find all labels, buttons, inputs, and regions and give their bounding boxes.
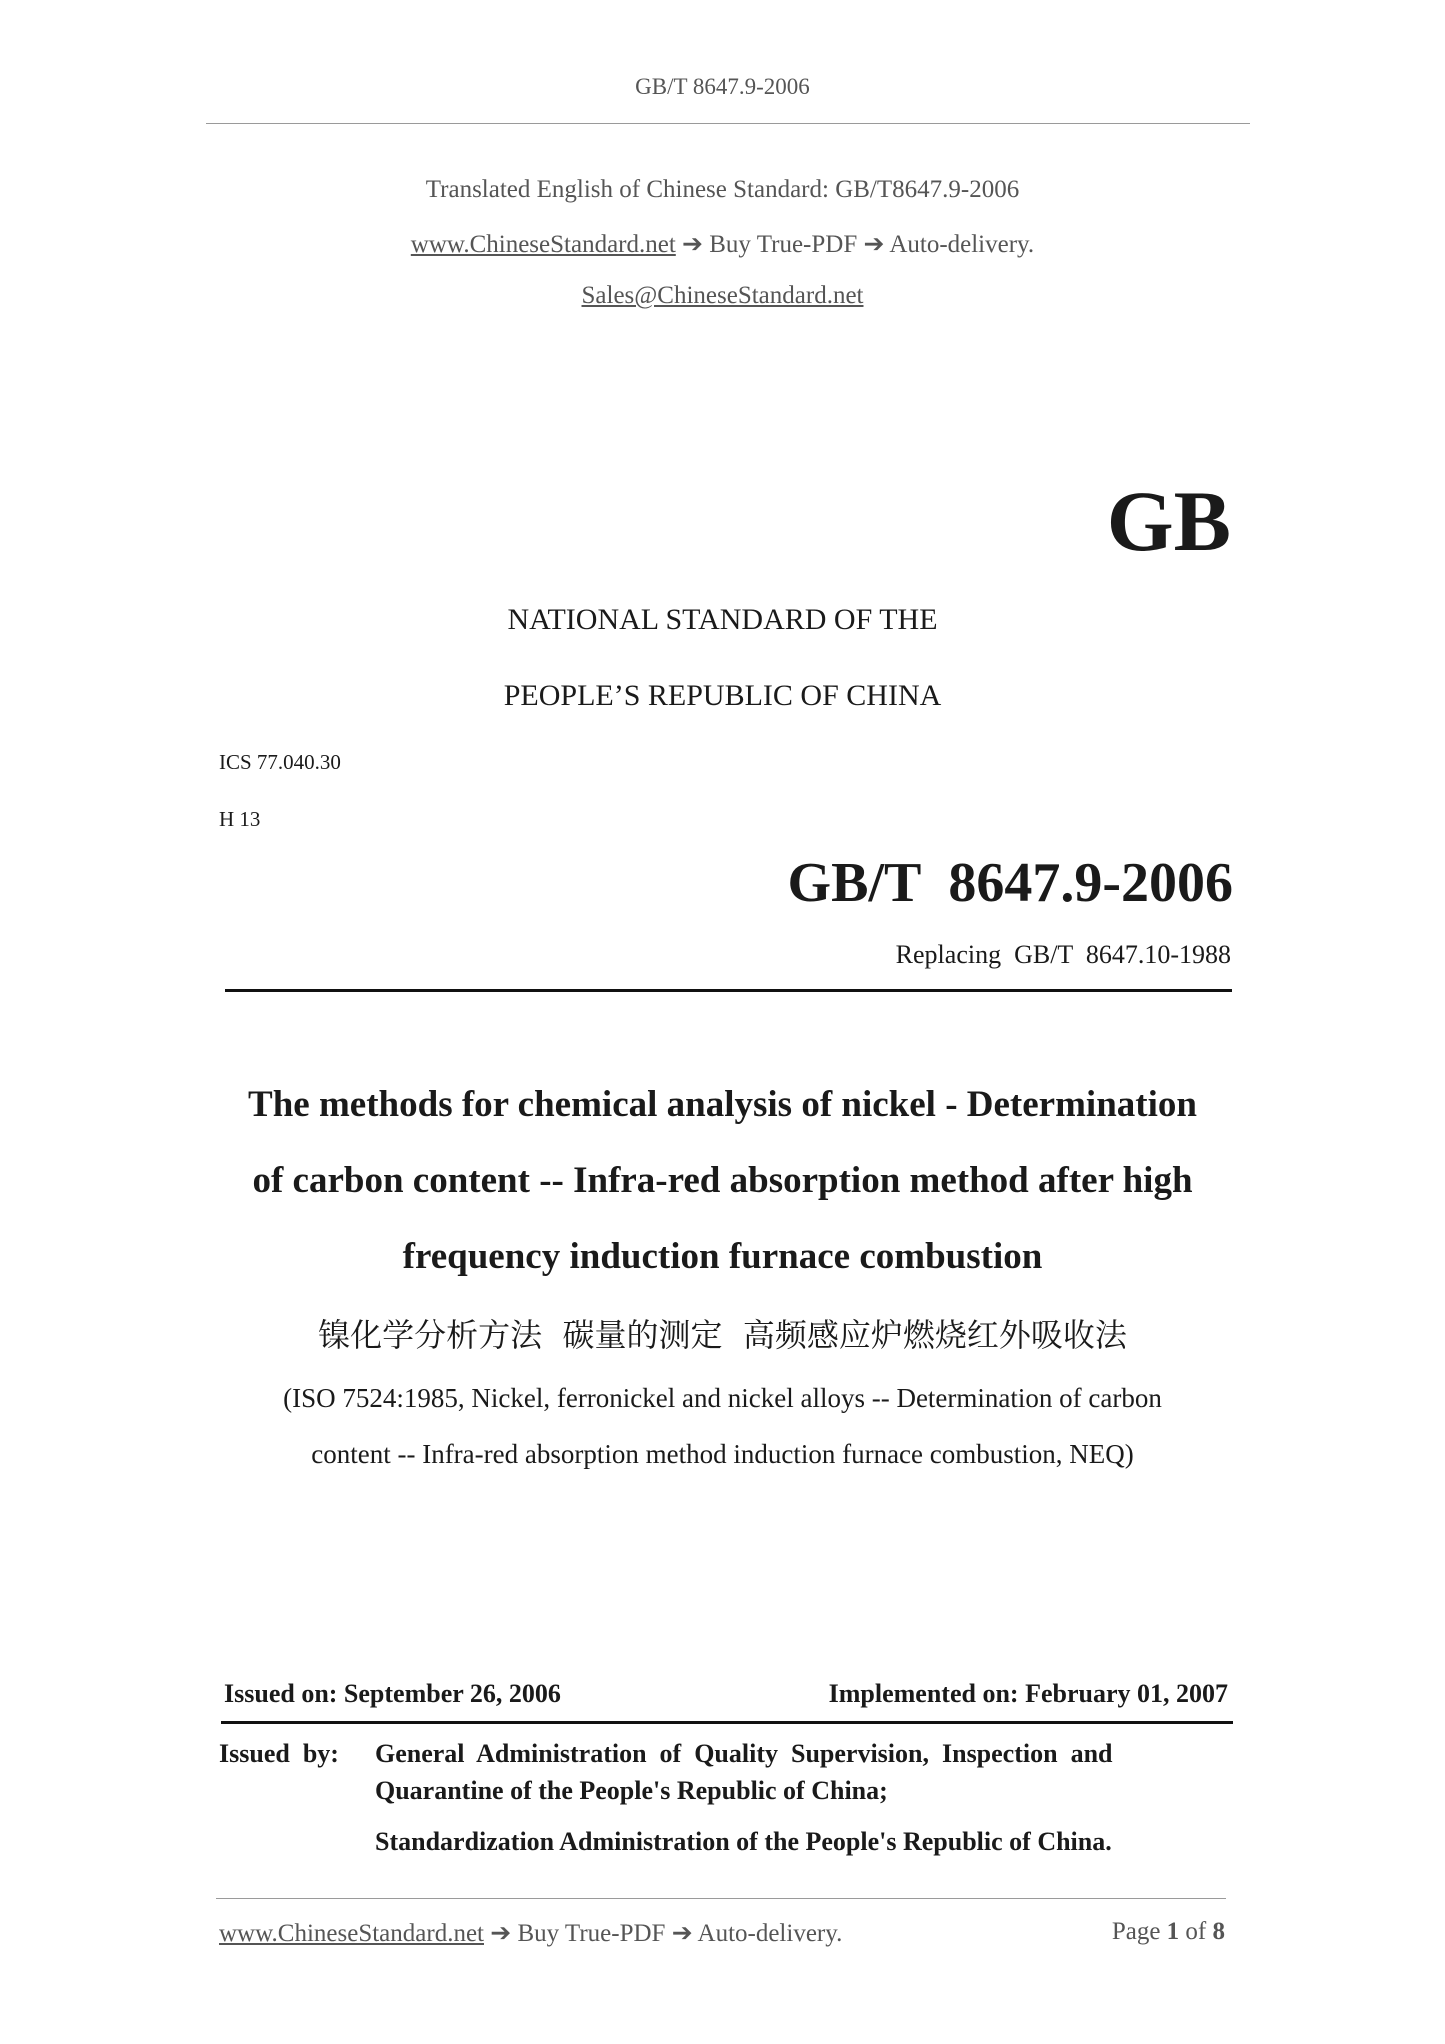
page-total: 8: [1212, 1918, 1225, 1945]
arrow-right-icon: ➔: [863, 231, 885, 258]
arrow-right-icon: ➔: [682, 231, 703, 258]
footer-site-link[interactable]: www.ChineseStandard.net: [219, 1920, 484, 1947]
issued-by-label: Issued by:: [219, 1739, 339, 1768]
sales-email-link[interactable]: Sales@ChineseStandard.net: [581, 282, 864, 309]
chinese-title: 镍化学分析方法 碳量的测定 高频感应炉燃烧红外吸收法: [318, 1316, 1127, 1354]
of-label: of: [1185, 1918, 1207, 1945]
national-standard-line2: PEOPLE’S REPUBLIC OF CHINA: [503, 679, 942, 712]
banner-purchase-line: [0, 229, 1445, 259]
standard-number: GB/T 8647.9-2006: [787, 852, 1233, 914]
banner-email-row: [0, 282, 1445, 310]
page-indicator: [1112, 1918, 1225, 1946]
footer-buy-text: Buy True-PDF: [517, 1920, 666, 1947]
translation-notice: Translated English of Chinese Standard: GB/T8647.9-2006: [425, 176, 1020, 203]
arrow-right-icon: ➔: [490, 1920, 512, 1947]
header-divider: [206, 123, 1250, 124]
gb-logo: GB: [1106, 473, 1231, 569]
number-divider: [225, 989, 1232, 992]
title-line-1: The methods for chemical analysis of nickel - Determination: [248, 1084, 1197, 1125]
dates-divider: [221, 1721, 1233, 1724]
page-label: Page: [1111, 1918, 1161, 1945]
footer-delivery-text: Auto-delivery.: [697, 1920, 843, 1947]
footer-purchase-line: [219, 1918, 842, 1948]
issued-on-date: Issued on: September 26, 2006: [224, 1679, 561, 1708]
page-current: 1: [1166, 1918, 1180, 1945]
arrow-right-icon: ➔: [671, 1920, 693, 1947]
title-line-2: of carbon content -- Infra-red absorption method after high: [252, 1160, 1193, 1201]
ics-code: ICS 77.040.30: [219, 750, 341, 774]
banner-buy-text: Buy True-PDF: [709, 231, 858, 258]
issuer-1-line2: Quarantine of the People's Republic of China;: [375, 1776, 888, 1805]
footer-divider: [216, 1898, 1226, 1899]
banner-site-link[interactable]: www.ChineseStandard.net: [410, 231, 676, 258]
issuer-2: Standardization Administration of the People's Republic of China.: [375, 1827, 1112, 1856]
national-standard-line1: NATIONAL STANDARD OF THE: [507, 603, 938, 636]
iso-reference-line1: (ISO 7524:1985, Nickel, ferronickel and nickel alloys -- Determination of carbon: [283, 1383, 1162, 1413]
classification-code: H 13: [219, 807, 261, 831]
iso-reference-line2: content -- Infra-red absorption method induction furnace combustion, NEQ): [311, 1439, 1134, 1469]
banner-delivery-text: Auto-delivery.: [889, 231, 1035, 258]
implemented-on-date: Implemented on: February 01, 2007: [828, 1679, 1228, 1708]
title-line-3: frequency induction furnace combustion: [402, 1236, 1043, 1277]
replacing-note: Replacing GB/T 8647.10-1988: [895, 940, 1231, 969]
running-header: GB/T 8647.9-2006: [635, 74, 810, 99]
issuer-1-line1: General Administration of Quality Supervision, Inspection and: [375, 1739, 1113, 1768]
